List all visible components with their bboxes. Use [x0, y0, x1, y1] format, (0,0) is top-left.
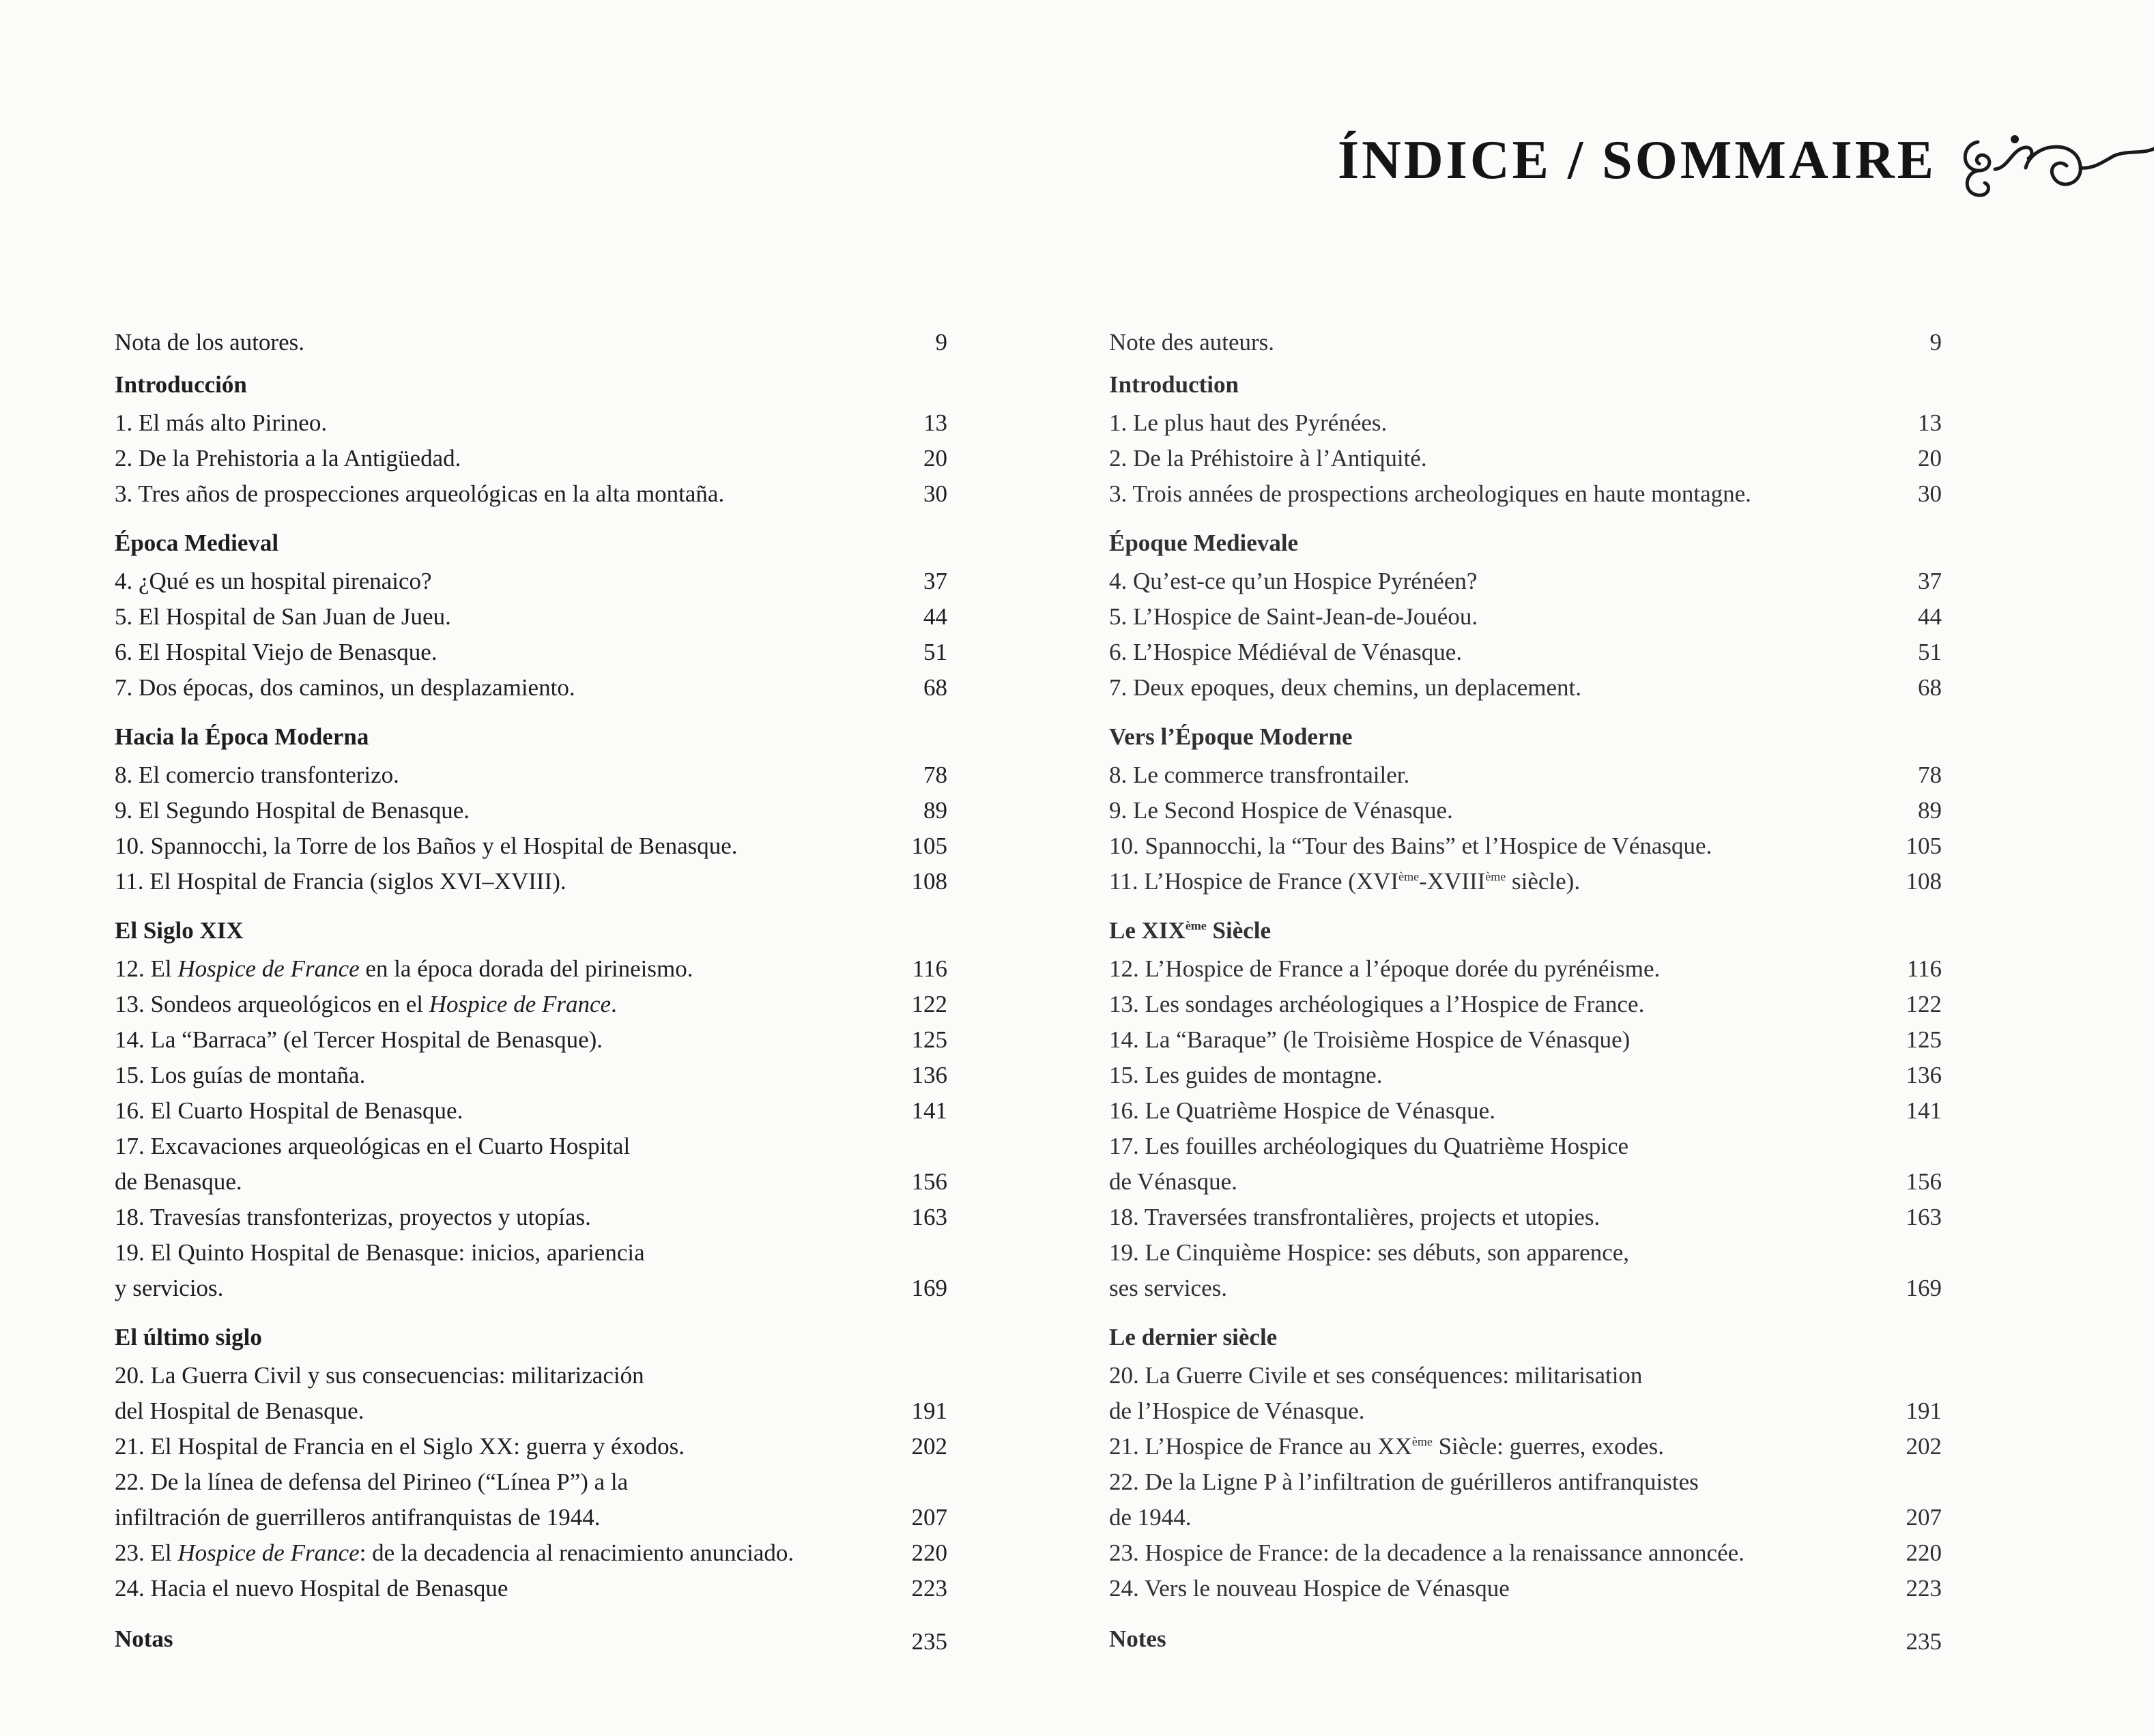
toc-page-number: 141 [1906, 1097, 1942, 1124]
toc-entry-label [115, 1358, 865, 1429]
toc-entry-label: 10. Spannocchi, la Torre de los Baños y el Hospital de Benasque. [115, 833, 738, 859]
toc-entry [115, 987, 947, 1022]
toc-entry [115, 441, 947, 476]
toc-entry [1109, 405, 1942, 441]
label-text: -XVIII [1419, 868, 1486, 895]
toc-entry [1109, 325, 1942, 360]
toc-page-number: 108 [1906, 868, 1942, 895]
label-italic-text: Hospice de France [177, 1539, 360, 1566]
toc-page-number: 235 [911, 1628, 947, 1655]
toc-entry-label: 15. Los guías de montaña. [115, 1062, 366, 1088]
toc-entry [115, 1571, 947, 1606]
toc-entry [115, 1022, 947, 1058]
label-line: ses services. [1109, 1275, 1228, 1301]
toc-page-number: 163 [911, 1204, 947, 1230]
section-heading: El último siglo [115, 1324, 262, 1350]
toc-page-number: 223 [911, 1575, 947, 1602]
toc-page-number: 125 [1906, 1026, 1942, 1053]
superscript: ème [1411, 1434, 1433, 1449]
label-line: 19. El Quinto Hospital de Benasque: inicios, apariencia [115, 1239, 645, 1266]
label-line: 20. La Guerra Civil y sus consecuencias: militarización [115, 1362, 644, 1389]
label-italic-text: Hospice de France [177, 955, 360, 982]
toc-page-number: 207 [1906, 1504, 1942, 1531]
toc-page-number: 51 [1918, 639, 1942, 665]
toc-entry [1109, 864, 1942, 899]
toc-entry-label: 8. Le commerce transfrontailer. [1109, 762, 1410, 788]
toc-entry [1109, 476, 1942, 512]
toc-entry-label [1109, 864, 1860, 899]
toc-page-number: 37 [1918, 568, 1942, 594]
toc-entry [115, 1200, 947, 1235]
toc-entry [1109, 828, 1942, 864]
toc-entry [1109, 635, 1942, 670]
toc-entry-label: Note des auteurs. [1109, 329, 1275, 356]
toc-entry-label: 14. La “Barraca” (el Tercer Hospital de Benasque). [115, 1026, 603, 1053]
section-heading: Hacia la Época Moderna [115, 723, 369, 750]
toc-page-number: 202 [1906, 1433, 1942, 1460]
toc-entry [115, 951, 947, 987]
toc-entry [115, 1129, 947, 1200]
toc-entry-label: 3. Trois années de prospections archeologiques en haute montagne. [1109, 480, 1751, 507]
toc-entry [115, 405, 947, 441]
toc-entry-label: 11. El Hospital de Francia (siglos XVI–XVIII). [115, 868, 566, 895]
toc-entry [1109, 1129, 1942, 1200]
label-line: de Vénasque. [1109, 1168, 1237, 1195]
toc-entry [1109, 564, 1942, 599]
label-text: 23. El [115, 1539, 178, 1566]
toc-entry [1109, 670, 1942, 706]
toc-entry-label [115, 987, 865, 1022]
toc-entry [115, 670, 947, 706]
toc-page-number: 37 [923, 568, 947, 594]
toc-entry [115, 828, 947, 864]
toc-page-number: 156 [911, 1168, 947, 1195]
toc-page-number: 169 [911, 1275, 947, 1301]
section-heading: Introducción [115, 371, 247, 398]
toc-page-number: 116 [1906, 955, 1942, 982]
toc-page-number: 68 [923, 674, 947, 701]
toc-entry-label: 5. L’Hospice de Saint-Jean-de-Jouéou. [1109, 603, 1478, 630]
toc-entry-label: 15. Les guides de montagne. [1109, 1062, 1383, 1088]
toc-entry [115, 1358, 947, 1429]
toc-entry [115, 325, 947, 360]
toc-entry-label: 14. La “Baraque” (le Troisième Hospice de Vénasque) [1109, 1026, 1631, 1053]
section-heading: El Siglo XIX [115, 917, 244, 944]
section-heading: Le dernier siècle [1109, 1324, 1278, 1350]
toc-entry-label: 23. Hospice de France: de la decadence a la renaissance annoncée. [1109, 1539, 1744, 1566]
toc-entry-label [115, 1464, 865, 1535]
toc-entry [115, 793, 947, 828]
toc-entry [1109, 1058, 1942, 1093]
toc-page-number: 30 [1918, 480, 1942, 507]
section-heading [1109, 910, 1942, 951]
flourish-ornament-icon [1957, 128, 2154, 210]
toc-page-number: 207 [911, 1504, 947, 1531]
label-text: Siècle: guerres, exodes. [1432, 1433, 1665, 1460]
toc-entry-label: 6. L’Hospice Médiéval de Vénasque. [1109, 639, 1463, 665]
label-line: y servicios. [115, 1275, 224, 1301]
section-heading: Notas [115, 1625, 173, 1652]
toc-page-number: 105 [911, 833, 947, 859]
toc-page-number: 122 [1906, 991, 1942, 1017]
toc-entry-label: 16. Le Quatrième Hospice de Vénasque. [1109, 1097, 1495, 1124]
label-text: 21. L’Hospice de France au XX [1109, 1433, 1412, 1460]
label-italic-text: Hospice de France [429, 991, 612, 1017]
toc-entry-label: 13. Les sondages archéologiques a l’Hospice de France. [1109, 991, 1645, 1017]
toc-page-number: 163 [1906, 1204, 1942, 1230]
toc-entry [115, 1058, 947, 1093]
toc-entry-label: 5. El Hospital de San Juan de Jueu. [115, 603, 451, 630]
toc-entry-label: 18. Travesías transfonterizas, proyectos y utopías. [115, 1204, 591, 1230]
toc-page-number: 220 [1906, 1539, 1942, 1566]
label-text: . [611, 991, 617, 1017]
toc-column-fr [1109, 325, 1942, 1660]
superscript: ème [1185, 918, 1207, 933]
toc-entry [1109, 793, 1942, 828]
toc-entry-label: 1. El más alto Pirineo. [115, 409, 328, 436]
toc-entry [1109, 1235, 1942, 1306]
toc-page-number: 78 [1918, 762, 1942, 788]
toc-entry-label: 12. L’Hospice de France a l’époque dorée du pyrénéisme. [1109, 955, 1661, 982]
label-text: en la época dorada del pirineismo. [359, 955, 693, 982]
toc-page-number: 141 [911, 1097, 947, 1124]
toc-page-number: 68 [1918, 674, 1942, 701]
toc-entry-label [1109, 1358, 1860, 1429]
label-line: del Hospital de Benasque. [115, 1398, 364, 1424]
toc-page-number: 136 [1906, 1062, 1942, 1088]
toc-entry [1109, 1429, 1942, 1464]
toc-entry [115, 864, 947, 899]
toc-page-number: 191 [1906, 1398, 1942, 1424]
toc-page-number: 78 [923, 762, 947, 788]
toc-entry-label [1109, 1129, 1860, 1200]
toc-page-number: 116 [912, 955, 947, 982]
toc-entry-label: 9. Le Second Hospice de Vénasque. [1109, 797, 1453, 824]
toc-entry [1109, 1093, 1942, 1129]
label-text: siècle). [1506, 868, 1581, 895]
toc-entry [1109, 599, 1942, 635]
superscript: ème [1398, 869, 1420, 884]
toc-entry [115, 1235, 947, 1306]
toc-entry-notes [1109, 1619, 1942, 1660]
toc-entry [1109, 1200, 1942, 1235]
toc-entry-notes [115, 1619, 947, 1660]
toc-entry-label: 2. De la Préhistoire à l’Antiquité. [1109, 445, 1427, 472]
toc-page-number: 223 [1906, 1575, 1942, 1602]
toc-entry-label: 6. El Hospital Viejo de Benasque. [115, 639, 437, 665]
page-title: ÍNDICE / SOMMAIRE [1338, 130, 1936, 190]
toc-entry [1109, 1022, 1942, 1058]
label-line: de l’Hospice de Vénasque. [1109, 1398, 1365, 1424]
toc-entry [1109, 441, 1942, 476]
section-heading: Época Medieval [115, 530, 279, 556]
toc-entry [1109, 1358, 1942, 1429]
toc-page-number: 9 [935, 329, 947, 356]
label-text: 12. El [115, 955, 178, 982]
heading-text: Le XIX [1109, 917, 1186, 944]
toc-entry-label: 3. Tres años de prospecciones arqueológicas en la alta montaña. [115, 480, 725, 507]
toc-entry-label [115, 1129, 865, 1200]
toc-entry [1109, 1535, 1942, 1571]
label-line: infiltración de guerrilleros antifranquistas de 1944. [115, 1504, 601, 1531]
toc-entry-label: 10. Spannocchi, la “Tour des Bains” et l’Hospice de Vénasque. [1109, 833, 1712, 859]
toc-entry-label: 4. ¿Qué es un hospital pirenaico? [115, 568, 432, 594]
toc-entry [115, 1535, 947, 1571]
toc-page-number: 202 [911, 1433, 947, 1460]
toc-entry-label [115, 1535, 865, 1571]
toc-entry-label [115, 951, 865, 987]
toc-entry [1109, 987, 1942, 1022]
toc-page-number: 122 [911, 991, 947, 1017]
toc-page-number: 169 [1906, 1275, 1942, 1301]
toc-page-number: 13 [923, 409, 947, 436]
section-heading: Vers l’Époque Moderne [1109, 723, 1353, 750]
toc-entry-label: 7. Deux epoques, deux chemins, un deplacement. [1109, 674, 1582, 701]
toc-page-number: 89 [923, 797, 947, 824]
label-text: 11. L’Hospice de France (XVI [1109, 868, 1399, 895]
toc-entry-label [1109, 1235, 1860, 1306]
toc-page-number: 30 [923, 480, 947, 507]
toc-entry [1109, 951, 1942, 987]
toc-page-number: 51 [923, 639, 947, 665]
label-text: : de la decadencia al renacimiento anunciado. [359, 1539, 794, 1566]
toc-entry [115, 635, 947, 670]
section-heading: Introduction [1109, 371, 1239, 398]
toc-entry [115, 599, 947, 635]
toc-column-es [115, 325, 947, 1660]
toc-entry [1109, 1464, 1942, 1535]
toc-page-number: 105 [1906, 833, 1942, 859]
toc-page-number: 89 [1918, 797, 1942, 824]
toc-entry [1109, 1571, 1942, 1606]
toc-page-number: 156 [1906, 1168, 1942, 1195]
toc-page-number: 9 [1929, 329, 1942, 356]
toc-entry-label: Nota de los autores. [115, 329, 304, 356]
toc-entry [1109, 757, 1942, 793]
toc-page-number: 20 [1918, 445, 1942, 472]
toc-page-number: 235 [1906, 1628, 1942, 1655]
toc-page-number: 125 [911, 1026, 947, 1053]
toc-entry-label: 24. Hacia el nuevo Hospital de Benasque [115, 1575, 508, 1602]
toc-entry [115, 757, 947, 793]
label-line: de Benasque. [115, 1168, 242, 1195]
toc-page-number: 20 [923, 445, 947, 472]
toc-page-number: 191 [911, 1398, 947, 1424]
label-line: 22. De la línea de defensa del Pirineo (“Línea P”) a la [115, 1469, 629, 1495]
toc-entry-label: 4. Qu’est-ce qu’un Hospice Pyrénéen? [1109, 568, 1478, 594]
toc-entry [115, 476, 947, 512]
label-line: de 1944. [1109, 1504, 1192, 1531]
toc-entry [115, 1429, 947, 1464]
toc-entry [115, 1093, 947, 1129]
label-line: 20. La Guerre Civile et ses conséquences: militarisation [1109, 1362, 1643, 1389]
toc-entry-label: 24. Vers le nouveau Hospice de Vénasque [1109, 1575, 1510, 1602]
toc-entry-label: 9. El Segundo Hospital de Benasque. [115, 797, 470, 824]
toc-entry [115, 1464, 947, 1535]
toc-page-number: 136 [911, 1062, 947, 1088]
toc-page-number: 220 [911, 1539, 947, 1566]
toc-page-number: 13 [1918, 409, 1942, 436]
toc-page-number: 44 [923, 603, 947, 630]
superscript: ème [1485, 869, 1506, 884]
toc-entry-label [115, 1235, 865, 1306]
label-line: 17. Excavaciones arqueológicas en el Cuarto Hospital [115, 1133, 631, 1159]
toc-entry-label: 21. El Hospital de Francia en el Siglo XX: guerra y éxodos. [115, 1433, 685, 1460]
toc-entry-label: 2. De la Prehistoria a la Antigüedad. [115, 445, 461, 472]
toc-entry-label: 8. El comercio transfonterizo. [115, 762, 399, 788]
toc-entry-label: 1. Le plus haut des Pyrénées. [1109, 409, 1388, 436]
section-heading: Notes [1109, 1625, 1166, 1652]
toc-entry [115, 564, 947, 599]
toc-entry-label [1109, 1464, 1860, 1535]
heading-text: Siècle [1206, 917, 1272, 944]
section-heading: Époque Medievale [1109, 530, 1299, 556]
toc-entry-label [1109, 1429, 1860, 1464]
toc-entry-label: 16. El Cuarto Hospital de Benasque. [115, 1097, 463, 1124]
toc-page-number: 44 [1918, 603, 1942, 630]
label-line: 17. Les fouilles archéologiques du Quatrième Hospice [1109, 1133, 1629, 1159]
toc-page-number: 108 [911, 868, 947, 895]
toc-entry-label: 18. Traversées transfrontalières, projects et utopies. [1109, 1204, 1600, 1230]
label-text: 13. Sondeos arqueológicos en el [115, 991, 429, 1017]
toc-entry-label: 7. Dos épocas, dos caminos, un desplazamiento. [115, 674, 575, 701]
label-line: 22. De la Ligne P à l’infiltration de guérilleros antifranquistes [1109, 1469, 1699, 1495]
label-line: 19. Le Cinquième Hospice: ses débuts, son apparence, [1109, 1239, 1630, 1266]
